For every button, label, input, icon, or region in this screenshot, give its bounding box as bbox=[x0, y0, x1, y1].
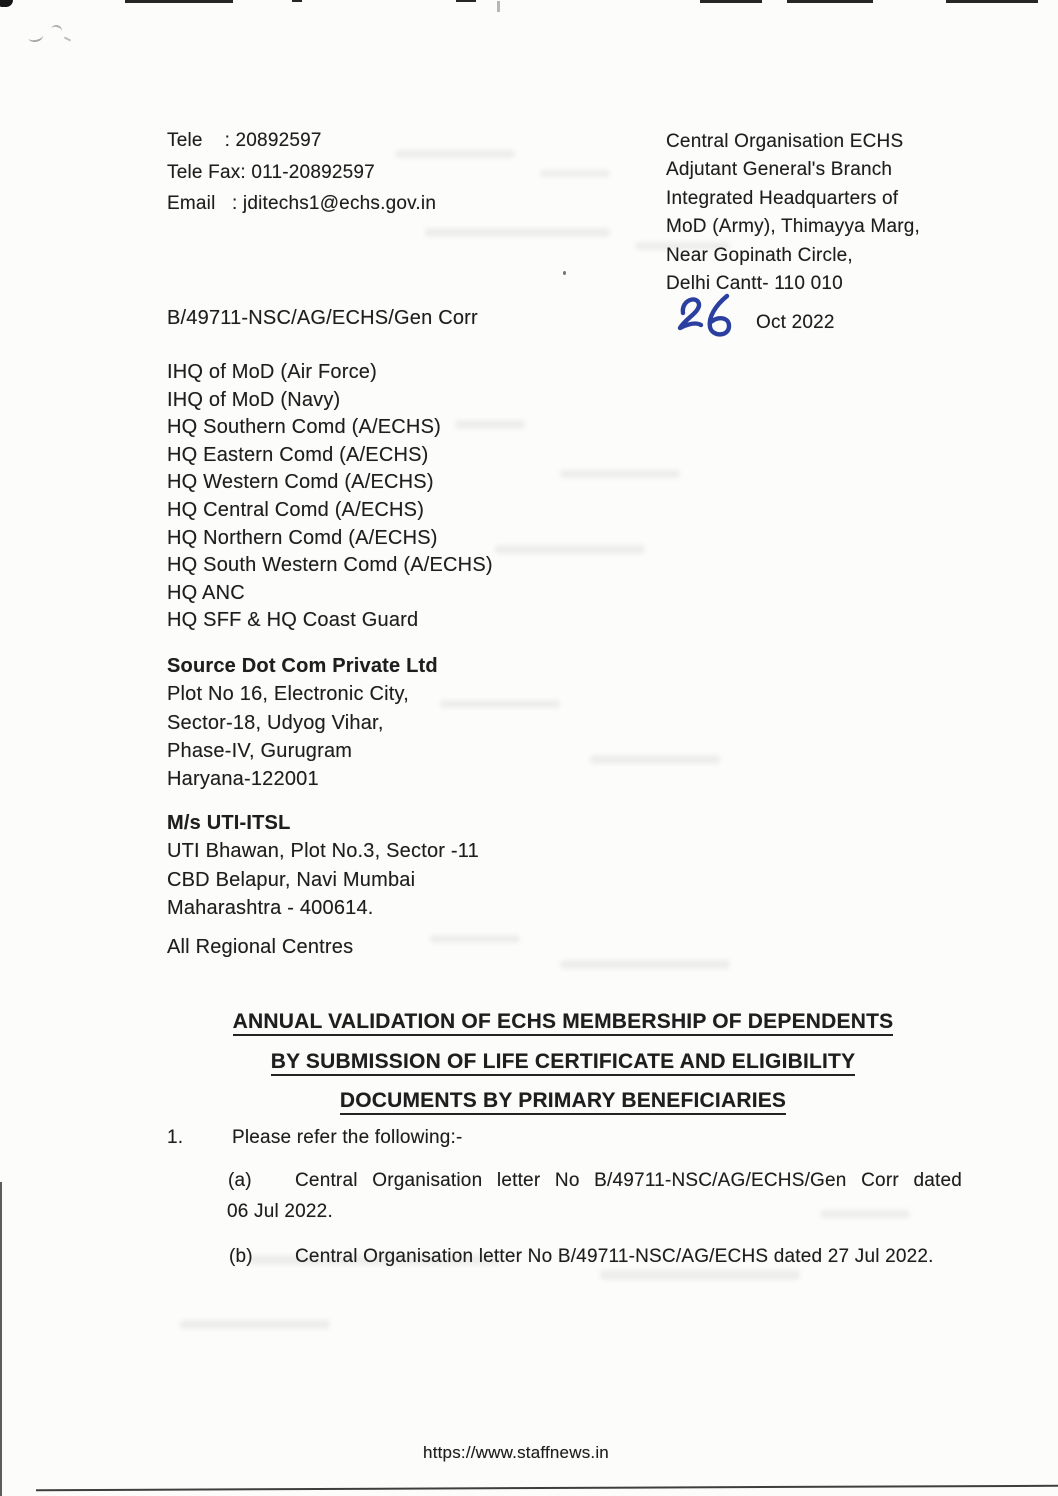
org-address-line: Central Organisation ECHS bbox=[666, 131, 904, 152]
ref-item-text: Central Organisation letter No B/49711-NSC/AG/ECHS dated 27 Jul 2022. bbox=[295, 1246, 934, 1267]
addressee-line: HQ Eastern Comd (A/ECHS) bbox=[167, 443, 429, 466]
addressee-line: HQ SFF & HQ Coast Guard bbox=[167, 609, 419, 632]
scan-artifact-top-edge bbox=[292, 0, 302, 2]
vendor-address-line: Sector-18, Udyog Vihar, bbox=[167, 711, 384, 734]
vendor-address-line: Plot No 16, Electronic City, bbox=[167, 683, 409, 706]
vendor-name: Source Dot Com Private Ltd bbox=[167, 655, 438, 677]
reference-number: B/49711-NSC/AG/ECHS/Gen Corr bbox=[167, 307, 478, 329]
pencil-mark bbox=[27, 30, 44, 44]
fax-line: Tele Fax: 011-20892597 bbox=[167, 161, 375, 183]
date-text: Oct 2022 bbox=[756, 312, 835, 333]
scan-artifact-corner bbox=[0, 0, 13, 7]
paragraph-intro: Please refer the following:- bbox=[232, 1127, 463, 1148]
addressee-line: IHQ of MoD (Navy) bbox=[167, 388, 341, 411]
bleed-through-smudge bbox=[560, 470, 680, 478]
scan-artifact-top-edge bbox=[125, 0, 233, 3]
addressee-line: HQ Southern Comd (A/ECHS) bbox=[167, 416, 441, 439]
addressee-line: HQ Central Comd (A/ECHS) bbox=[167, 498, 425, 521]
ref-item-label: (a) bbox=[228, 1170, 252, 1191]
vendor-address-line: Maharashtra - 400614. bbox=[167, 896, 374, 919]
org-address-line: Adjutant General's Branch bbox=[666, 159, 893, 181]
bleed-through-smudge bbox=[425, 228, 610, 237]
ref-item-label: (b) bbox=[229, 1246, 253, 1267]
organisation-address-block bbox=[666, 128, 920, 298]
subject-line: DOCUMENTS BY PRIMARY BENEFICIARIES bbox=[167, 1081, 959, 1121]
contact-block bbox=[167, 125, 436, 220]
ref-item-text: Central Organisation letter No B/49711-NSC/AG/ECHS/Gen Corr dated bbox=[295, 1170, 962, 1191]
subject-line: BY SUBMISSION OF LIFE CERTIFICATE AND ELIGIBILITY bbox=[167, 1042, 959, 1082]
addressee-line: HQ South Western Comd (A/ECHS) bbox=[167, 554, 493, 577]
addressee-line: HQ Northern Comd (A/ECHS) bbox=[167, 526, 438, 549]
scan-artifact-top-edge bbox=[787, 0, 873, 3]
vendor-address-line: UTI Bhawan, Plot No.3, Sector -11 bbox=[167, 840, 479, 863]
handwritten-day-mark bbox=[672, 290, 742, 344]
bleed-through-smudge bbox=[540, 170, 610, 177]
scan-artifact-dot bbox=[563, 271, 566, 275]
addressee-list bbox=[167, 359, 493, 635]
org-address-line: Near Gopinath Circle, bbox=[666, 244, 853, 266]
scan-artifact-top-edge bbox=[700, 0, 762, 3]
bleed-through-smudge bbox=[180, 1320, 330, 1329]
vendor-name: M/s UTI-ITSL bbox=[167, 812, 291, 834]
bleed-through-smudge bbox=[495, 545, 645, 554]
distribution-line: All Regional Centres bbox=[167, 936, 354, 958]
bleed-through-smudge bbox=[600, 1270, 800, 1280]
subject-heading bbox=[167, 1002, 959, 1121]
addressee-line: HQ Western Comd (A/ECHS) bbox=[167, 471, 434, 494]
vendor-address-line: Haryana-122001 bbox=[167, 768, 319, 791]
ref-item-text: 06 Jul 2022. bbox=[227, 1201, 333, 1222]
email-line: Email : jditechs1@echs.gov.in bbox=[167, 193, 437, 214]
scan-artifact-tick bbox=[497, 1, 500, 12]
scan-artifact-top-edge bbox=[456, 0, 476, 2]
pencil-mark bbox=[50, 24, 63, 36]
telephone-line: Tele : 20892597 bbox=[167, 130, 322, 151]
subject-line: ANNUAL VALIDATION OF ECHS MEMBERSHIP OF DEPENDENTS bbox=[167, 1002, 959, 1042]
org-address-line: MoD (Army), Thimayya Marg, bbox=[666, 216, 920, 238]
org-address-line: Delhi Cantt- 110 010 bbox=[666, 273, 843, 295]
org-address-line: Integrated Headquarters of bbox=[666, 187, 899, 209]
vendor-address-line: Phase-IV, Gurugram bbox=[167, 739, 353, 762]
bleed-through-smudge bbox=[820, 1210, 910, 1218]
bleed-through-smudge bbox=[590, 755, 720, 764]
bleed-through-smudge bbox=[440, 700, 560, 708]
bleed-through-smudge bbox=[560, 960, 730, 969]
vendor-address-block bbox=[167, 809, 479, 922]
addressee-line: IHQ of MoD (Air Force) bbox=[167, 361, 377, 383]
vendor-address-line: CBD Belapur, Navi Mumbai bbox=[167, 868, 416, 891]
scan-artifact-bottom-line bbox=[36, 1485, 1058, 1491]
bleed-through-smudge bbox=[430, 935, 520, 943]
paragraph-number: 1. bbox=[167, 1127, 184, 1148]
pencil-mark bbox=[64, 36, 71, 41]
addressee-line: HQ ANC bbox=[167, 581, 245, 604]
scan-artifact-top-edge bbox=[946, 0, 1038, 3]
vendor-address-block bbox=[167, 652, 438, 793]
footer-url: https://www.staffnews.in bbox=[423, 1443, 609, 1462]
